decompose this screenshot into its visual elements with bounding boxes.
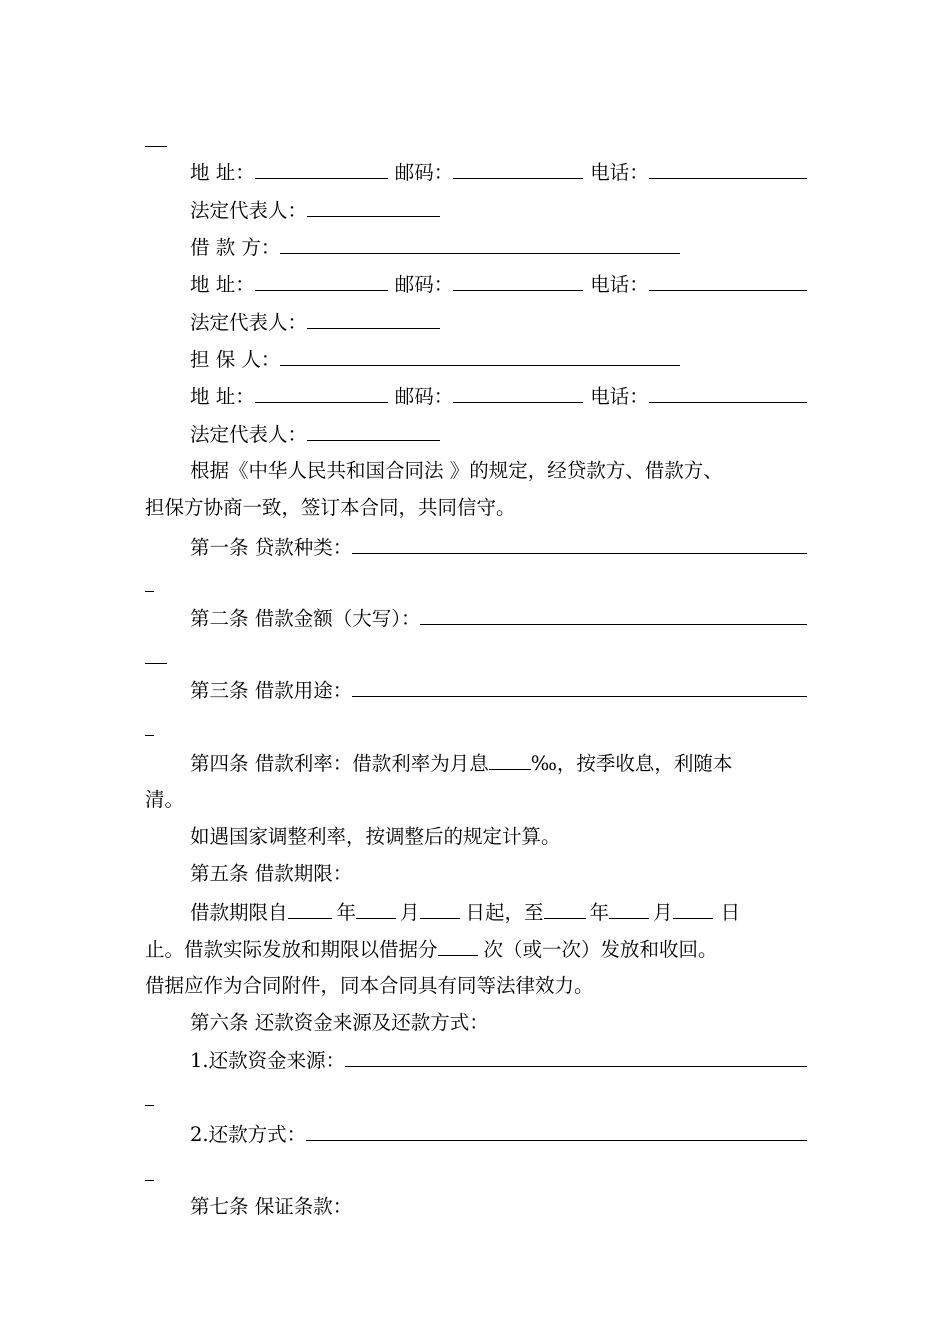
legal-rep-label: 法定代表人：: [190, 311, 308, 334]
repayment-method-underline-wrap: [145, 1180, 154, 1181]
address-blank[interactable]: [255, 270, 388, 291]
article-4-line-2: 清。: [145, 788, 185, 811]
to-month-blank[interactable]: [609, 898, 649, 919]
guarantor-contact-row: [190, 382, 807, 408]
phone-blank[interactable]: [649, 270, 807, 291]
legal-rep-label: 法定代表人：: [190, 423, 308, 446]
guarantor-row: [190, 345, 807, 371]
phone-label: 电话：: [590, 273, 649, 296]
legal-rep-label: 法定代表人：: [190, 199, 308, 222]
loan-amount-blank[interactable]: [420, 604, 807, 625]
underline-continuation: [145, 146, 167, 147]
article-2-label: 第二条 借款金额（大写）：: [190, 607, 421, 630]
article-2-underline-wrap: [145, 663, 167, 664]
article-5-line-3: 借据应作为合同附件，同本合同具有同等法律效力。: [145, 974, 594, 997]
loan-purpose-blank[interactable]: [352, 676, 807, 697]
from-month-blank[interactable]: [356, 898, 396, 919]
year-label: 年: [589, 901, 610, 924]
article-5-line-2-tail: 次（或一次）发放和收回。: [483, 938, 718, 961]
to-day-blank[interactable]: [673, 898, 713, 919]
legal-rep-blank[interactable]: [307, 420, 440, 441]
repayment-method-label: 2.还款方式：: [190, 1123, 307, 1146]
legal-rep-blank[interactable]: [307, 308, 440, 329]
month-label: 月: [653, 901, 673, 924]
legal-rep-blank[interactable]: [307, 196, 440, 217]
repayment-source-row: [190, 1046, 807, 1072]
interest-rate-blank[interactable]: [489, 749, 531, 770]
guarantor-legal-rep-row: [190, 420, 807, 446]
repayment-source-label: 1.还款资金来源：: [190, 1049, 346, 1072]
repayment-method-row: [190, 1120, 807, 1146]
postcode-blank[interactable]: [453, 382, 583, 403]
lender-legal-rep-row: [190, 196, 807, 222]
term-from-label: 借款期限自: [190, 901, 288, 924]
year-label: 年: [336, 901, 357, 924]
day-from-label: 日起，至: [465, 901, 544, 924]
day-until-label: 日: [720, 901, 741, 924]
phone-label: 电话：: [590, 161, 649, 184]
article-2-row: [190, 604, 807, 630]
repayment-source-underline-wrap: [145, 1105, 154, 1106]
phone-label: 电话：: [590, 385, 649, 408]
address-label: 地 址：: [190, 273, 255, 296]
article-5-term-row: [190, 898, 807, 924]
article-5-label: 第五条 借款期限：: [190, 862, 353, 885]
guarantor-blank[interactable]: [280, 345, 680, 366]
article-4-text: ‰，按季收息，利随本: [530, 752, 733, 775]
article-5-line-2-text: 止。借款实际发放和期限以借据分: [145, 938, 438, 961]
article-4-label: 第四条 借款利率：借款利率为月息: [190, 752, 489, 775]
article-3-label: 第三条 借款用途：: [190, 679, 353, 702]
postcode-blank[interactable]: [453, 158, 583, 179]
borrower-label: 借 款 方：: [190, 236, 281, 259]
borrower-row: [190, 233, 807, 259]
from-year-blank[interactable]: [288, 898, 332, 919]
article-3-underline-wrap: [145, 735, 154, 736]
article-4-note: 如遇国家调整利率，按调整后的规定计算。: [190, 825, 561, 848]
article-7-label: 第七条 保证条款：: [190, 1195, 353, 1218]
loan-type-blank[interactable]: [352, 533, 807, 554]
installments-blank[interactable]: [438, 935, 478, 956]
repayment-method-blank[interactable]: [306, 1120, 807, 1141]
borrower-legal-rep-row: [190, 308, 807, 334]
postcode-label: 邮码：: [394, 273, 454, 296]
article-1-row: [190, 533, 807, 559]
from-day-blank[interactable]: [420, 898, 460, 919]
repayment-source-blank[interactable]: [345, 1046, 807, 1067]
guarantor-label: 担 保 人：: [190, 348, 281, 371]
borrower-blank[interactable]: [280, 233, 680, 254]
borrower-contact-row: [190, 270, 807, 296]
phone-blank[interactable]: [649, 158, 807, 179]
address-blank[interactable]: [255, 382, 388, 403]
address-label: 地 址：: [190, 161, 255, 184]
postcode-blank[interactable]: [453, 270, 583, 291]
article-1-underline-wrap: [145, 591, 154, 592]
phone-blank[interactable]: [649, 382, 807, 403]
article-4-row: [190, 749, 807, 775]
intro-line-1: 根据《中华人民共和国合同法 》的规定，经贷款方、借款方、: [190, 459, 723, 482]
to-year-blank[interactable]: [544, 898, 586, 919]
postcode-label: 邮码：: [394, 161, 454, 184]
article-1-label: 第一条 贷款种类：: [190, 536, 353, 559]
article-3-row: [190, 676, 807, 702]
postcode-label: 邮码：: [394, 385, 454, 408]
lender-contact-row: [190, 158, 807, 184]
intro-line-2: 担保方协商一致，签订本合同，共同信守。: [145, 496, 516, 519]
address-label: 地 址：: [190, 385, 255, 408]
article-6-label: 第六条 还款资金来源及还款方式：: [190, 1011, 489, 1034]
month-label: 月: [400, 901, 420, 924]
address-blank[interactable]: [255, 158, 388, 179]
article-5-line-2: [145, 935, 807, 961]
